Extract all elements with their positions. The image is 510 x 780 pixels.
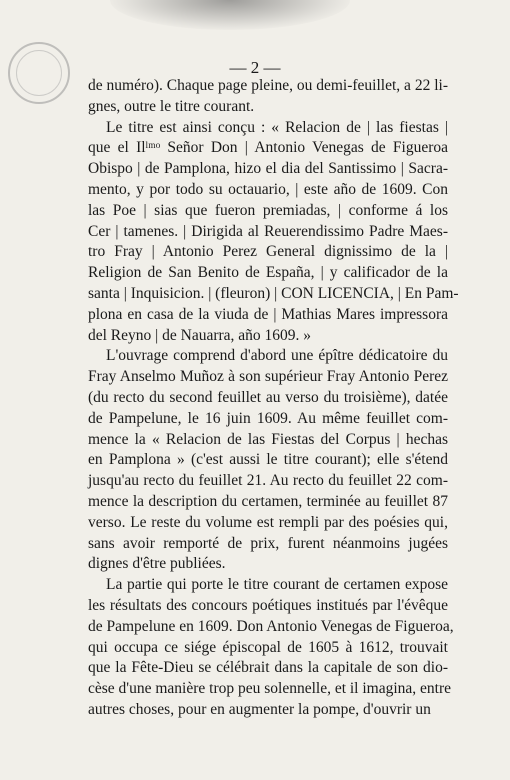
text-line: tro Fray | Antonio Perez General dignissimo de la | [88,243,448,261]
text-line: autres choses, pour en augmenter la pompe, d'ouvrir un [88,700,431,718]
paragraph [88,575,454,721]
paragraph [88,118,459,347]
text-line: jusqu'au recto du feuillet 21. Au recto du feuillet 22 com- [88,472,448,490]
text-line: mence la description du certamen, terminée au feuillet 87 [88,492,448,510]
body-text [88,76,459,721]
text-line: Fray Anselmo Muñoz à son supérieur Fray Antonio Perez [88,368,448,386]
text-line: las Poe | sias que fueron premiadas, | conforme á los [88,201,448,219]
text-line: cèse d'une manière trop peu solennelle, et il imagina, entre [88,680,452,698]
text-line: les résultats des concours poétiques institués par l'évêque [88,596,448,614]
text-line: La partie qui porte le titre courant de certamen expose [106,576,448,594]
page-number: — 2 — [229,58,281,77]
text-line: mence la « Relacion de las Fiestas del Corpus | hechas [88,430,448,448]
text-line: (du recto du second feuillet au verso du troisième), datée [88,388,448,406]
paragraph [88,76,448,118]
text-line: de Pampelune, le 16 juin 1609. Au même feuillet com- [88,409,448,427]
text-line: del Reyno | de Nauarra, año 1609. » [88,326,312,344]
text-line: Le titre est ainsi conçu : « Relacion de | las fiestas | [106,118,448,136]
text-line: gnes, outre le titre courant. [88,97,255,115]
text-line: Religion de San Benito de España, | y calificador de la [88,264,448,282]
text-line: Cer | tamenes. | Dirigida al Reuerendissimo Padre Maes- [88,222,448,240]
ink-smudge [110,0,350,30]
text-line: que la Fête-Dieu se célébrait dans la capitale de son dio- [88,659,448,677]
text-line: plona en casa de la viuda de | Mathias Mares impressora [88,305,448,323]
text-line: santa | Inquisicion. | (fleuron) | CON LICENCIA, | En Pam- [88,284,459,302]
text-line: de Pampelune en 1609. Don Antonio Venegas de Figueroa, [88,617,454,635]
text-line: qui occupa ce siége épiscopal de 1605 à 1612, trouvait [88,638,448,656]
text-line: sans avoir remporté de prix, furent néanmoins jugées [88,534,448,552]
paragraph [88,346,448,575]
text-line: dignes d'être publiées. [88,555,226,573]
text-line: mento, y por todo su octauario, | este año de 1609. Con [88,180,448,198]
text-line: verso. Le reste du volume est rempli par des poésies qui, [88,513,448,531]
text-line: en Pamplona » (c'est aussi le titre courant); elle s'étend [88,451,448,469]
text-line: Obispo | de Pamplona, hizo el dia del Santissimo | Sacra- [88,160,448,178]
text-line: que el Ilˡᵐᵒ Señor Don | Antonio Venegas de Figueroa [88,139,448,157]
text-line: L'ouvrage comprend d'abord une épître dédicatoire du [106,347,448,365]
text-line: de numéro). Chaque page pleine, ou demi-feuillet, a 22 li- [88,77,448,94]
